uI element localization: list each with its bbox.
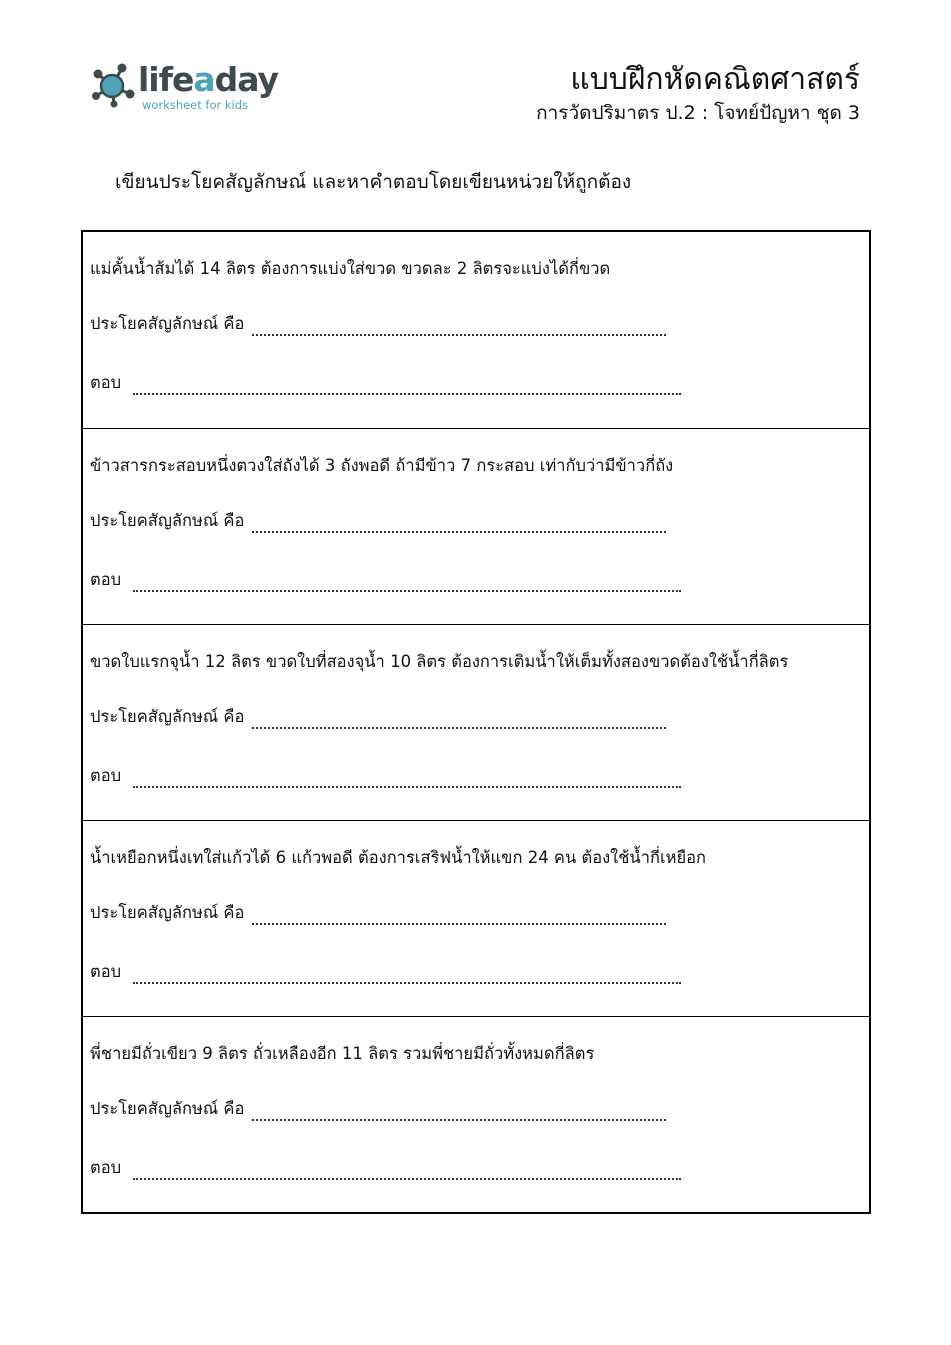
- problems-table: [81, 230, 871, 1214]
- logo-word-part: day: [214, 60, 279, 99]
- equation-answer-line[interactable]: [252, 517, 666, 533]
- answer-row: [90, 1156, 681, 1180]
- problem-question: ขวดใบแรกจุน้ำ 12 ลิตร ขวดใบที่สองจุน้ำ 10 ลิตร ต้องการเติมน้ำให้เต็มทั้งสองขวดต้องใช้น้ำกี่ลิตร: [90, 652, 789, 671]
- equation-answer-line[interactable]: [252, 909, 666, 925]
- answer-row: [90, 568, 681, 592]
- worksheet-title: แบบฝึกหัดคณิตศาสตร์: [570, 62, 860, 97]
- problem-row: [83, 428, 869, 624]
- answer-label: ตอบ: [90, 570, 122, 589]
- answer-label: ตอบ: [90, 766, 122, 785]
- equation-row: [90, 901, 666, 925]
- molecule-logo-icon: [90, 60, 138, 112]
- problem-question: น้ำเหยือกหนึ่งเทใส่แก้วได้ 6 แก้วพอดี ต้องการเสริฟน้ำให้แขก 24 คน ต้องใช้น้ำกี่เหยือก: [90, 848, 707, 867]
- answer-label: ตอบ: [90, 373, 122, 392]
- answer-line[interactable]: [133, 772, 681, 788]
- problem-row: [83, 624, 869, 820]
- answer-row: [90, 960, 681, 984]
- problem-row: [83, 232, 869, 428]
- answer-label: ตอบ: [90, 962, 122, 981]
- worksheet-header: [536, 60, 860, 126]
- equation-answer-line[interactable]: [252, 1105, 666, 1121]
- logo-wordmark: [138, 62, 278, 98]
- worksheet-subtitle: การวัดปริมาตร ป.2 : โจทย์ปัญหา ชุด 3: [536, 102, 860, 124]
- logo-word-part: life: [138, 60, 194, 99]
- equation-label: ประโยคสัญลักษณ์ คือ: [90, 707, 245, 726]
- problem-question: พี่ชายมีถั่วเขียว 9 ลิตร ถั่วเหลืองอีก 11 ลิตร รวมพี่ชายมีถั่วทั้งหมดกี่ลิตร: [90, 1044, 595, 1063]
- equation-label: ประโยคสัญลักษณ์ คือ: [90, 903, 245, 922]
- equation-row: [90, 705, 666, 729]
- equation-row: [90, 1097, 666, 1121]
- logo-word-part: a: [193, 60, 215, 99]
- problem-row: [83, 820, 869, 1016]
- problem-question: แม่คั้นน้ำส้มได้ 14 ลิตร ต้องการแบ่งใส่ขวด ขวดละ 2 ลิตรจะแบ่งได้กี่ขวด: [90, 259, 611, 278]
- logo-tagline: worksheet for kids: [142, 98, 249, 112]
- answer-line[interactable]: [133, 576, 681, 592]
- equation-row: [90, 312, 666, 336]
- answer-row: [90, 764, 681, 788]
- equation-label: ประโยคสัญลักษณ์ คือ: [90, 314, 245, 333]
- answer-label: ตอบ: [90, 1158, 122, 1177]
- answer-row: [90, 371, 681, 395]
- equation-answer-line[interactable]: [252, 320, 666, 336]
- answer-line[interactable]: [133, 379, 681, 395]
- problem-question: ข้าวสารกระสอบหนึ่งตวงใส่ถังได้ 3 ถังพอดี ถ้ามีข้าว 7 กระสอบ เท่ากับว่ามีข้าวกี่ถัง: [90, 456, 674, 475]
- answer-line[interactable]: [133, 968, 681, 984]
- problem-row: [83, 1016, 869, 1212]
- equation-label: ประโยคสัญลักษณ์ คือ: [90, 1099, 245, 1118]
- equation-row: [90, 509, 666, 533]
- equation-label: ประโยคสัญลักษณ์ คือ: [90, 511, 245, 530]
- logo: [90, 60, 290, 116]
- equation-answer-line[interactable]: [252, 713, 666, 729]
- answer-line[interactable]: [133, 1164, 681, 1180]
- instruction-text: เขียนประโยคสัญลักษณ์ และหาคำตอบโดยเขียนหน่วยให้ถูกต้อง: [115, 171, 632, 193]
